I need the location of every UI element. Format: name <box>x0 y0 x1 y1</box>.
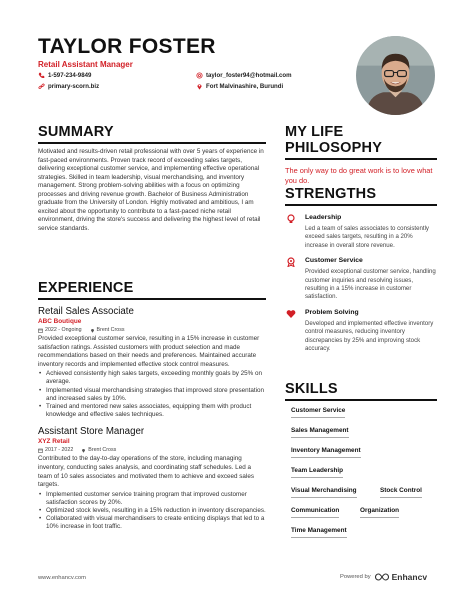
enhancv-logo <box>375 572 427 582</box>
job-bullet: • Implemented customer service training program that improved customer satisfaction scores by 20%. <box>38 491 266 507</box>
strength-title: Problem Solving <box>305 308 359 316</box>
strength-description: Led a team of sales associates to consistently exceed sales targets, resulting in a 20% increase in overall store revenue. <box>305 225 429 249</box>
footer-website[interactable]: www.enhancv.com <box>38 575 86 581</box>
strength-item <box>285 256 437 302</box>
strength-title: Leadership <box>305 214 342 221</box>
job-location <box>90 327 125 333</box>
job-entry <box>38 426 266 531</box>
calendar-icon <box>38 448 43 453</box>
location-pin-icon <box>196 83 203 90</box>
skills-section <box>285 381 437 553</box>
profile-photo <box>356 36 435 115</box>
phone-text: 1-597-234-9849 <box>48 72 92 79</box>
strengths-section <box>285 186 437 353</box>
summary-text: Motivated and results-driven retail professional with over 5 years of experience in fast-paced environments. Proven track record of exceeding sales targets, delivering exceptional customer service, and implementing effective operational strategies. Skilled in team leadership, visual merchandising, and inventory management. Strong problem-solving abilities with a focus on optimizing processes and driving revenue growth. Bachelor of Business Administration graduate from the University of London. Highly motivated and ambitious, I am excited about the opportunity to contribute to a fast-paced niche retail environment, driving the store's success and delivering the highest level of retail service standards. <box>38 148 264 232</box>
header <box>38 36 338 69</box>
location-contact <box>196 83 283 90</box>
section-divider <box>38 142 266 144</box>
infinity-icon <box>375 573 389 581</box>
location-pin-icon <box>81 448 86 453</box>
skill-tag: Organization <box>360 507 399 518</box>
job-meta <box>38 447 266 453</box>
skill-tag: Communication <box>291 507 339 518</box>
skills-list <box>285 403 437 553</box>
footer-branding[interactable] <box>340 572 427 582</box>
website-text: primary-scorn.biz <box>48 83 100 90</box>
job-bullets <box>38 370 266 419</box>
skills-heading: SKILLS <box>285 381 338 397</box>
job-bullets <box>38 491 266 532</box>
job-dates-text: 2022 - Ongoing <box>45 327 82 333</box>
strength-item <box>285 213 437 250</box>
job-dates-text: 2017 - 2022 <box>45 447 74 454</box>
candidate-role: Retail Assistant Manager <box>38 60 133 69</box>
email-text: taylor_foster94@hotmail.com <box>206 72 292 79</box>
job-location-text: Brent Cross <box>96 327 125 333</box>
email-contact[interactable] <box>196 72 292 79</box>
job-title: Assistant Store Manager <box>38 426 145 438</box>
job-description: Contributed to the day-to-day operations of the store, including managing inventory, conducting sales analysis, and coordinating staff schedules. Led a team of 10 sales associates and motivated them to achieve and exceed sales targets. <box>38 455 254 489</box>
job-entry <box>38 306 266 419</box>
job-company: ABC Boutique <box>38 318 82 325</box>
philosophy-heading: MY LIFE PHILOSOPHY <box>285 124 383 156</box>
job-location <box>81 447 116 453</box>
job-dates <box>38 447 73 453</box>
job-bullet: • Implemented visual merchandising strategies that improved store presentation and increased sales by 10%. <box>38 387 266 403</box>
strengths-heading: STRENGTHS <box>285 186 377 202</box>
section-divider <box>285 204 437 206</box>
medal-icon <box>285 256 297 302</box>
calendar-icon <box>38 328 43 333</box>
job-location-text: Brent Cross <box>88 447 117 454</box>
skill-tag: Stock Control <box>380 487 422 498</box>
experience-section <box>38 280 266 532</box>
lightbulb-icon <box>285 213 297 250</box>
phone-icon <box>38 72 45 79</box>
strength-description: Provided exceptional customer service, handling customer inquiries and resolving issues, resulting in a 15% increase in customer satisfaction. <box>305 268 436 301</box>
experience-heading: EXPERIENCE <box>38 280 134 296</box>
job-company: XYZ Retail <box>38 438 70 446</box>
philosophy-section <box>285 124 437 185</box>
job-description: Provided exceptional customer service, resulting in a 15% increase in customer satisfaction ratings. Assisted customers with product selection and made recommendations based on their needs and preferences. Maintained accurate inventory records and implemented effective stock control measures. <box>38 335 260 368</box>
strength-title: Customer Service <box>305 257 363 265</box>
strength-item <box>285 308 437 354</box>
job-bullet: • Trained and mentored new sales associates, equipping them with product knowledge and effective sales techniques. <box>38 403 266 419</box>
philosophy-quote: The only way to do great work is to love what you do. <box>285 166 433 185</box>
skill-tag: Sales Management <box>291 427 349 438</box>
strength-description: Developed and implemented effective inventory control measures, reducing inventory discrepancies by 25% and improving stock accuracy. <box>305 319 434 353</box>
job-bullet: • Optimized stock levels, resulting in a 15% reduction in inventory discrepancies. <box>38 507 266 515</box>
job-bullet: • Collaborated with visual merchandisers to create enticing displays that led to a 10% increase in foot traffic. <box>38 515 266 531</box>
job-bullet: • Achieved consistently high sales targets, exceeding monthly goals by 25% on average. <box>38 370 266 386</box>
link-icon <box>38 83 45 90</box>
section-divider <box>38 298 266 300</box>
powered-by-label: Powered by <box>340 574 371 580</box>
skill-tag: Team Leadership <box>291 467 343 478</box>
section-divider <box>285 399 437 401</box>
job-title: Retail Sales Associate <box>38 306 134 317</box>
at-icon <box>196 72 203 79</box>
heart-icon <box>285 308 297 354</box>
skill-tag: Customer Service <box>291 407 345 418</box>
summary-section <box>38 124 266 233</box>
job-meta <box>38 327 266 333</box>
location-text: Fort Malvinashire, Burundi <box>206 83 284 90</box>
phone-contact[interactable] <box>38 72 91 79</box>
location-pin-icon <box>90 328 95 333</box>
job-dates <box>38 327 82 333</box>
skill-tag: Inventory Management <box>291 447 361 458</box>
candidate-name: TAYLOR FOSTER <box>38 35 216 58</box>
skill-tag: Visual Merchandising <box>291 487 357 498</box>
enhancv-brand: Enhancv <box>391 572 428 582</box>
summary-heading: SUMMARY <box>38 124 114 140</box>
website-contact[interactable] <box>38 83 99 90</box>
skill-tag: Time Management <box>291 527 347 538</box>
section-divider <box>285 158 437 160</box>
